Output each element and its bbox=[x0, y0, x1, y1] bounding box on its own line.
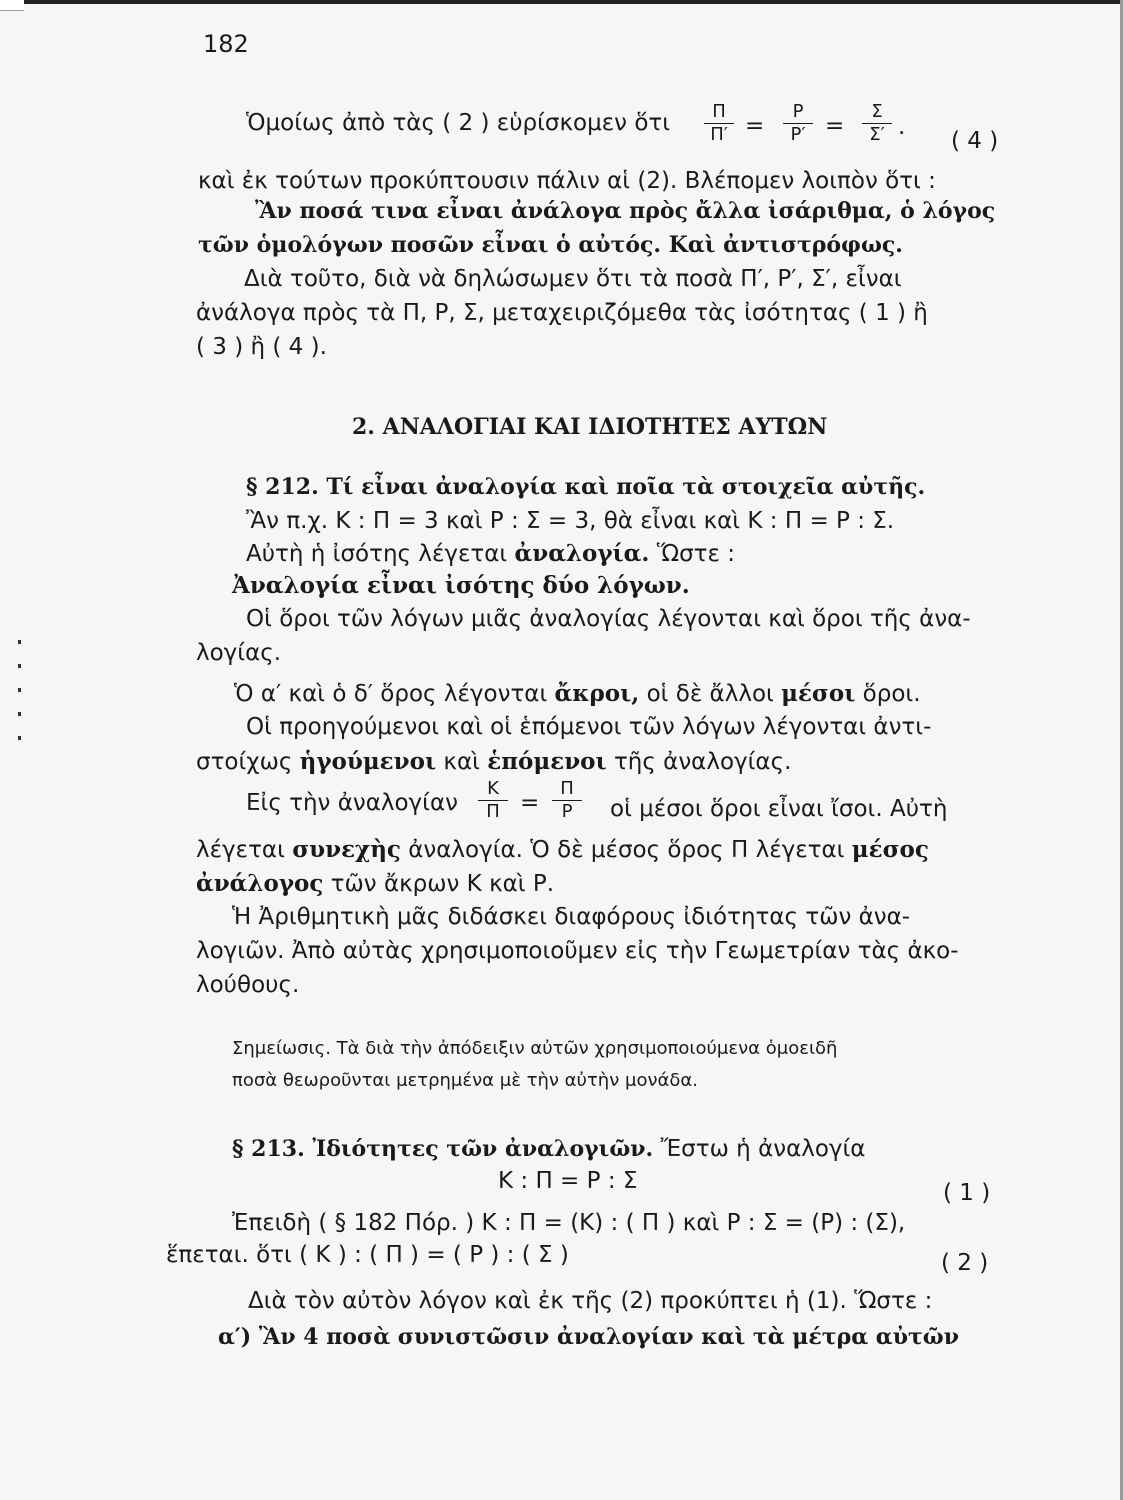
p212-line-7 bbox=[196, 748, 791, 775]
p212-line-4: λογίας. bbox=[196, 640, 282, 666]
equals-sign: = bbox=[745, 113, 765, 139]
p212-line-12: λογιῶν. Ἀπὸ αὐτὰς χρησιμοποιοῦμεν εἰς τὴν Γεωμετρίαν τὰς ἀκο- bbox=[196, 938, 959, 964]
term-mesoi: μέσοι bbox=[781, 680, 856, 707]
p212-line-2-tail: Ὥστε : bbox=[656, 541, 735, 567]
intro-line-6: ἀνάλογα πρὸς τὰ Π, Ρ, Σ, μεταχειριζόμεθα τὰς ἰσότητας ( 1 ) ἢ bbox=[196, 300, 928, 326]
p212-line-3: Οἱ ὅροι τῶν λόγων μιᾶς ἀναλογίας λέγονται καὶ ὅροι τῆς ἀνα- bbox=[246, 606, 971, 632]
intro-line-2: καὶ ἐκ τούτων προκύπτουσιν πάλιν αἱ (2). Βλέπομεν λοιπὸν ὅτι : bbox=[198, 168, 936, 194]
definition-analogia: Ἀναλογία εἶναι ἰσότης δύο λόγων. bbox=[232, 572, 690, 599]
term-analogos: ἀνάλογος bbox=[196, 870, 324, 897]
p212-line-8: Εἰς τὴν ἀναλογίαν bbox=[246, 790, 458, 816]
equation-number-2: ( 2 ) bbox=[941, 1250, 989, 1276]
section-heading: 2. ΑΝΑΛΟΓΙΑΙ ΚΑΙ ΙΔΙΟΤΗΤΕΣ ΑΥΤΩΝ bbox=[352, 414, 828, 440]
equation-number-4: ( 4 ) bbox=[951, 128, 999, 154]
note-line-2: ποσὰ θεωροῦνται μετρημένα μὲ τὴν αὐτὴν μονάδα. bbox=[232, 1070, 698, 1091]
fraction-k-pi: Κ Π bbox=[478, 778, 508, 823]
p212-line-7-text: στοίχως bbox=[196, 749, 293, 775]
scan-corner-tab bbox=[0, 0, 24, 11]
p213-line-5: α′) Ἂν 4 ποσὰ συνιστῶσιν ἀναλογίαν καὶ τὰ μέτρα αὐτῶν bbox=[218, 1324, 960, 1350]
p212-line-7-and: καὶ bbox=[443, 749, 480, 775]
p213-heading-bold: § 213. Ἰδιότητες τῶν ἀναλογιῶν. bbox=[232, 1136, 654, 1162]
p212-line-7-tail: τῆς ἀναλογίας. bbox=[613, 749, 792, 775]
p212-line-9-mid: ἀναλογία. Ὁ δὲ μέσος ὅρος Π λέγεται bbox=[408, 837, 845, 863]
term-synechis: συνεχὴς bbox=[292, 836, 401, 863]
term-akroi: ἄκροι, bbox=[554, 680, 640, 707]
fraction-pi-rho: Π Ρ bbox=[552, 778, 582, 823]
p212-line-5-mid: οἱ δὲ ἄλλοι bbox=[646, 681, 774, 707]
theorem-line-2: τῶν ὁμολόγων ποσῶν εἶναι ὁ αὐτός. Καὶ ἀντιστρόφως. bbox=[198, 232, 903, 258]
p212-line-5-text: Ὁ α′ καὶ ὁ δ′ ὅρος λέγονται bbox=[234, 681, 548, 707]
paragraph-213-heading bbox=[232, 1136, 865, 1162]
intro-line-5: Διὰ τοῦτο, διὰ νὰ δηλώσωμεν ὅτι τὰ ποσὰ Π′, Ρ′, Σ′, εἶναι bbox=[244, 266, 902, 292]
term-mesos: μέσος bbox=[851, 836, 929, 863]
note-line-1: Σημείωσις. Τὰ διὰ τὴν ἀπόδειξιν αὐτῶν χρησιμοποιούμενα ὁμοειδῆ bbox=[232, 1038, 838, 1059]
p213-line-3: ἕπεται. ὅτι ( Κ ) : ( Π ) = ( Ρ ) : ( Σ ) bbox=[166, 1242, 569, 1268]
period: . bbox=[898, 114, 906, 140]
margin-dots bbox=[18, 640, 21, 760]
proportion-equation: Κ : Π = Ρ : Σ bbox=[498, 1168, 638, 1194]
fraction-rho: Ρ Ρ′ bbox=[783, 101, 813, 146]
scan-top-edge bbox=[0, 0, 1123, 4]
p212-line-2-text: Αὐτὴ ἡ ἰσότης λέγεται bbox=[246, 541, 508, 567]
fraction-sigma: Σ Σ′ bbox=[862, 101, 892, 146]
p212-line-9 bbox=[196, 836, 929, 863]
p212-line-10 bbox=[196, 870, 554, 897]
p212-line-5 bbox=[234, 680, 921, 707]
p212-line-5-tail: ὅροι. bbox=[862, 681, 921, 707]
p213-line-2: Ἐπειδὴ ( § 182 Πόρ. ) Κ : Π = (Κ) : ( Π ) καὶ Ρ : Σ = (Ρ) : (Σ), bbox=[232, 1210, 906, 1236]
p213-line-4: Διὰ τὸν αὐτὸν λόγον καὶ ἐκ τῆς (2) προκύπτει ἡ (1). Ὥστε : bbox=[248, 1288, 933, 1314]
p213-heading-tail: Ἔστω ἡ ἀναλογία bbox=[660, 1136, 866, 1162]
intro-line-1: Ὁμοίως ἀπὸ τὰς ( 2 ) εὑρίσκομεν ὅτι bbox=[246, 110, 671, 136]
p212-line-11: Ἡ Ἀριθμητικὴ μᾶς διδάσκει διαφόρους ἰδιότητας τῶν ἀνα- bbox=[232, 904, 911, 930]
fraction-pi: Π Π′ bbox=[704, 101, 734, 146]
p212-line-13: λούθους. bbox=[196, 972, 300, 998]
equation-number-1: ( 1 ) bbox=[943, 1180, 991, 1206]
term-hegoumenoi: ἡγούμενοι bbox=[299, 748, 437, 775]
p212-line-2 bbox=[246, 540, 735, 567]
p212-line-1: Ἂν π.χ. Κ : Π = 3 καὶ Ρ : Σ = 3, θὰ εἶναι καὶ Κ : Π = Ρ : Σ. bbox=[246, 508, 895, 534]
p212-line-6: Οἱ προηγούμενοι καὶ οἱ ἑπόμενοι τῶν λόγων λέγονται ἀντι- bbox=[246, 714, 932, 740]
term-epomenoi: ἑπόμενοι bbox=[487, 748, 607, 775]
equals-sign: = bbox=[825, 113, 845, 139]
p212-line-10-tail: τῶν ἄκρων Κ καὶ Ρ. bbox=[330, 871, 555, 897]
paragraph-212-heading: § 212. Τί εἶναι ἀναλογία καὶ ποῖα τὰ στοιχεῖα αὐτῆς. bbox=[246, 474, 926, 500]
p212-line-9-text: λέγεται bbox=[196, 837, 285, 863]
theorem-line-1: Ἂν ποσά τινα εἶναι ἀνάλογα πρὸς ἄλλα ἰσάριθμα, ὁ λόγος bbox=[255, 198, 996, 224]
p212-line-8-tail: οἱ μέσοι ὅροι εἶναι ἴσοι. Αὐτὴ bbox=[610, 796, 948, 822]
intro-line-7: ( 3 ) ἢ ( 4 ). bbox=[196, 334, 327, 360]
term-analogia: ἀναλογία. bbox=[514, 540, 650, 567]
equals-sign: = bbox=[520, 790, 540, 816]
page-number: 182 bbox=[203, 30, 249, 58]
